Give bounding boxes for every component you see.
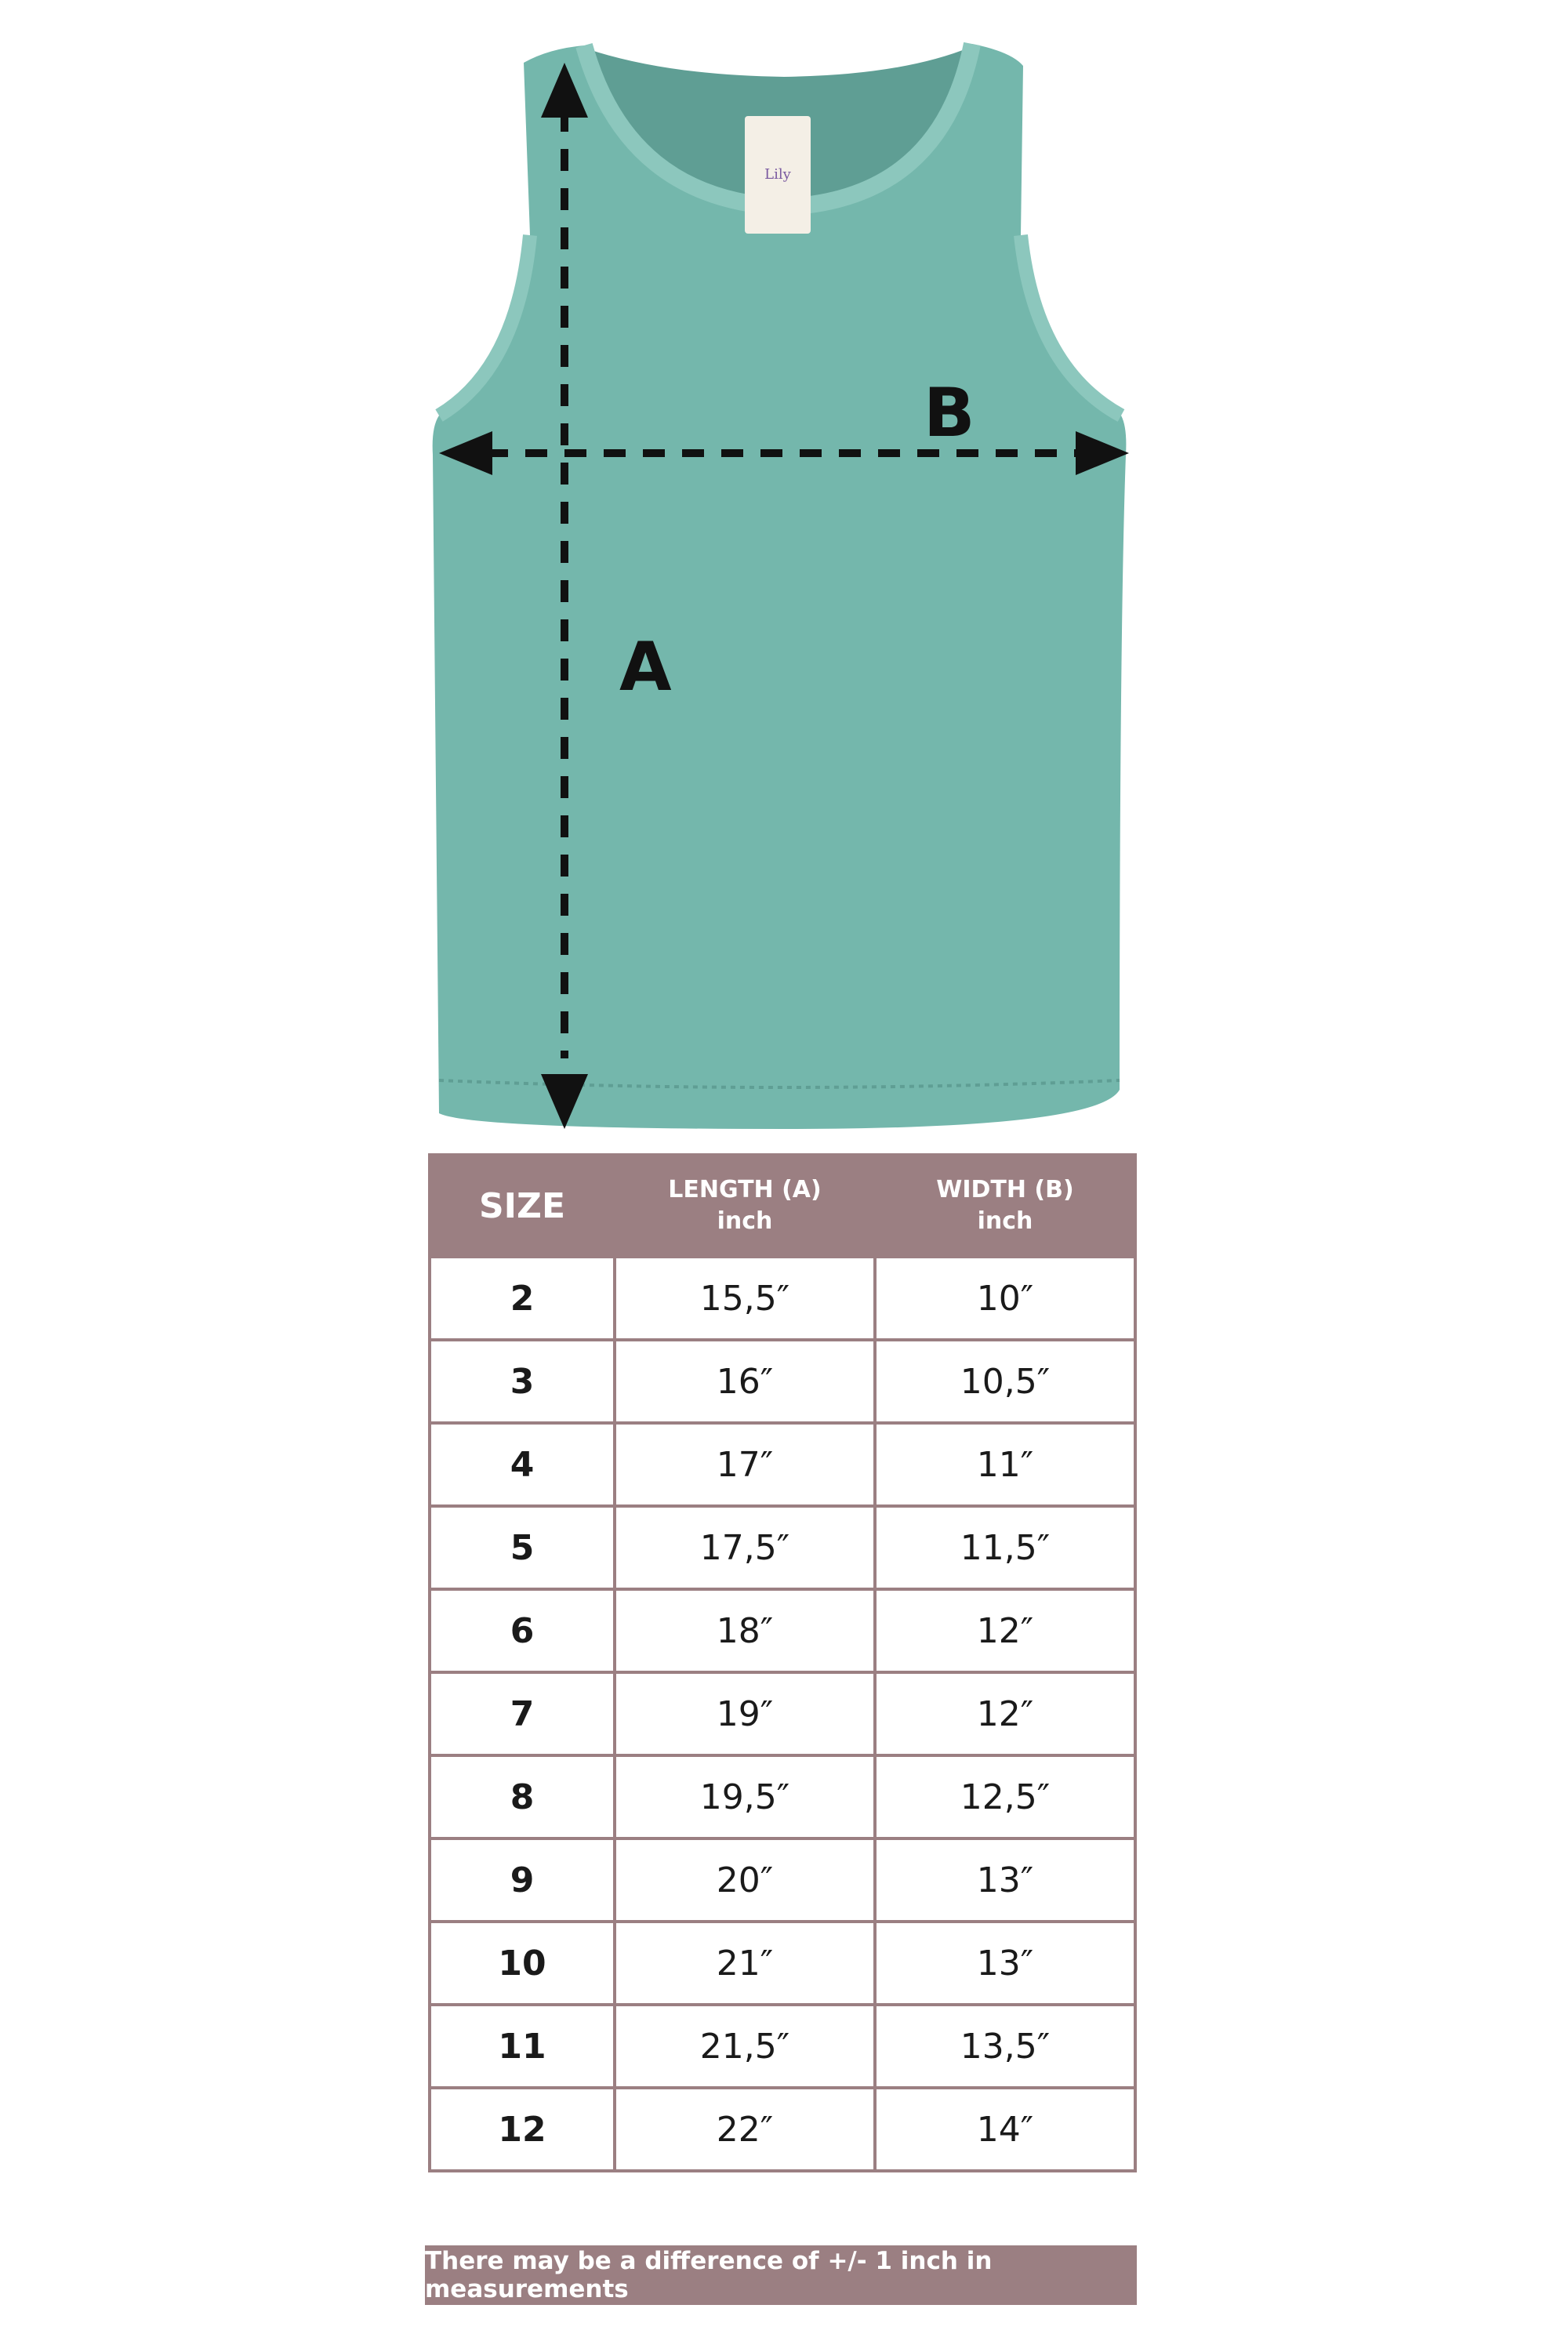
cell-width: 12,5″: [875, 1755, 1135, 1838]
cell-size: 7: [430, 1672, 615, 1755]
cell-size: 3: [430, 1340, 615, 1423]
size-chart-table: [428, 1153, 1137, 2172]
cell-width: 13″: [875, 1922, 1135, 2005]
cell-size: 10: [430, 1922, 615, 2005]
header-width: [875, 1155, 1135, 1257]
table-row: [430, 2005, 1135, 2088]
cell-length: 21,5″: [615, 2005, 875, 2088]
measurement-note: There may be a difference of +/- 1 inch in measurements: [425, 2245, 1137, 2305]
cell-length: 16″: [615, 1340, 875, 1423]
table-header-row: [430, 1155, 1135, 1257]
cell-width: 10″: [875, 1257, 1135, 1340]
cell-length: 17,5″: [615, 1506, 875, 1589]
table-row: [430, 1257, 1135, 1340]
cell-length: 21″: [615, 1922, 875, 2005]
cell-length: 20″: [615, 1838, 875, 1922]
cell-length: 18″: [615, 1589, 875, 1672]
header-size: SIZE: [430, 1155, 615, 1257]
table-row: [430, 1755, 1135, 1838]
table-row: [430, 1838, 1135, 1922]
table-row: [430, 1423, 1135, 1506]
dimension-b-label: B: [924, 374, 975, 452]
header-length-unit: inch: [717, 1207, 773, 1235]
header-length: [615, 1155, 875, 1257]
table-row: [430, 1506, 1135, 1589]
cell-size: 4: [430, 1423, 615, 1506]
cell-width: 14″: [875, 2088, 1135, 2171]
cell-width: 12″: [875, 1672, 1135, 1755]
cell-width: 11,5″: [875, 1506, 1135, 1589]
table-row: [430, 2088, 1135, 2171]
cell-length: 22″: [615, 2088, 875, 2171]
cell-size: 9: [430, 1838, 615, 1922]
cell-length: 17″: [615, 1423, 875, 1506]
cell-length: 15,5″: [615, 1257, 875, 1340]
cell-size: 5: [430, 1506, 615, 1589]
cell-width: 10,5″: [875, 1340, 1135, 1423]
header-width-label: WIDTH (B): [936, 1176, 1074, 1203]
table-row: [430, 1672, 1135, 1755]
cell-size: 8: [430, 1755, 615, 1838]
table-row: [430, 1922, 1135, 2005]
header-width-unit: inch: [977, 1207, 1033, 1235]
cell-size: 6: [430, 1589, 615, 1672]
header-length-label: LENGTH (A): [668, 1176, 822, 1203]
dimension-a-label: A: [619, 628, 672, 706]
cell-width: 11″: [875, 1423, 1135, 1506]
cell-size: 12: [430, 2088, 615, 2171]
care-tag-text: Lily: [764, 166, 791, 183]
cell-length: 19,5″: [615, 1755, 875, 1838]
cell-size: 11: [430, 2005, 615, 2088]
cell-size: 2: [430, 1257, 615, 1340]
cell-width: 12″: [875, 1589, 1135, 1672]
tank-top-illustration: [0, 0, 1568, 1145]
cell-width: 13″: [875, 1838, 1135, 1922]
table-row: [430, 1340, 1135, 1423]
cell-width: 13,5″: [875, 2005, 1135, 2088]
cell-length: 19″: [615, 1672, 875, 1755]
table-row: [430, 1589, 1135, 1672]
